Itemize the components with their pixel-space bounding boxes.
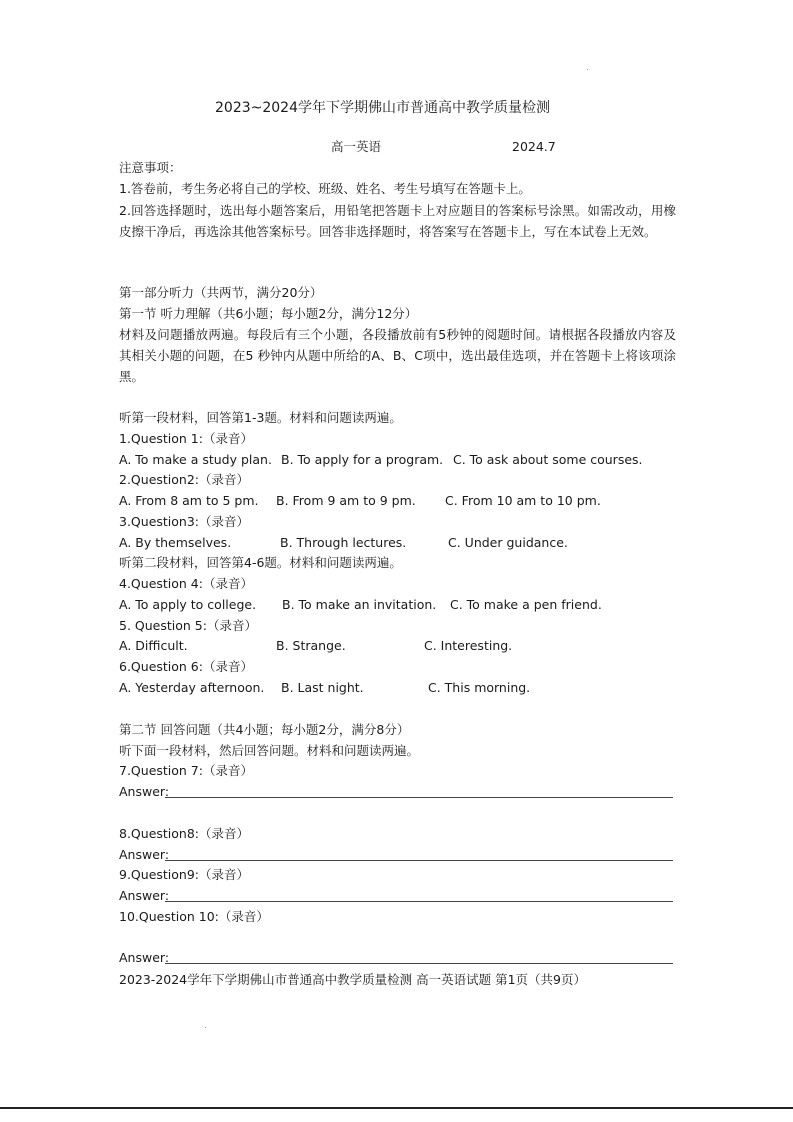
section1-instructions: 材料及问题播放两遍。每段后有三个小题，各段播放前有5秒钟的阅题时间。请根据各段播放内容及其相关小题的问题，在5 秒钟内从题中所给的A、B、C项中，选出最佳选项，并在答题卡上将该项涂黑。 [119,327,676,384]
q5-option-c: C. Interesting. [424,638,513,653]
question-7: 7.Question 7:（录音） [119,763,253,778]
part1-heading: 第一部分听力（共两节，满分20分） [119,285,323,300]
question-5: 5. Question 5:（录音） [119,618,257,633]
q4-option-a: A. To apply to college. [119,597,257,612]
q3-option-a: A. By themselves. [119,535,232,550]
q4-option-c: C. To make a pen friend. [450,597,602,612]
scan-dot [205,1027,206,1028]
notice-item-1: 1.答卷前，考生务必将自己的学校、班级、姓名、考生号填写在答题卡上。 [119,181,531,196]
q2-option-c: C. From 10 am to 10 pm. [445,493,601,508]
segment1-intro: 听第一段材料，回答第1-3题。材料和问题读两遍。 [119,410,402,425]
answer-label-10: Answer: [119,950,170,965]
q5-option-a: A. Difficult. [119,638,188,653]
q2-option-b: B. From 9 am to 9 pm. [276,493,416,508]
answer-line-7 [165,797,673,798]
q1-option-b: B. To apply for a program. [281,452,444,467]
question-1: 1.Question 1:（录音） [119,431,253,446]
section1-heading: 第一节 听力理解（共6小题；每小题2分，满分12分） [119,306,418,321]
answer-label-9: Answer: [119,888,170,903]
q6-option-b: B. Last night. [281,680,364,695]
answer-label-8: Answer: [119,847,170,862]
q5-option-b: B. Strange. [276,638,346,653]
q3-option-b: B. Through lectures. [280,535,407,550]
question-8: 8.Question8:（录音） [119,826,249,841]
answer-line-9 [165,901,673,902]
scan-dot [587,69,588,70]
subject-label: 高一英语 [331,139,382,154]
question-4: 4.Question 4:（录音） [119,576,253,591]
notice-item-2: 2.回答选择题时，选出每小题答案后，用铅笔把答题卡上对应题目的答案标号涂黑。如需改动，用橡皮擦干净后，再选涂其他答案标号。回答非选择题时，将答案写在答题卡上，写在本试卷上无效。 [119,203,676,239]
question-9: 9.Question9:（录音） [119,867,249,882]
question-3: 3.Question3:（录音） [119,514,249,529]
question-2: 2.Question2:（录音） [119,472,249,487]
q1-option-a: A. To make a study plan. [119,452,272,467]
segment2-intro: 听第二段材料，回答第4-6题。材料和问题读两遍。 [119,555,402,570]
q6-option-c: C. This morning. [428,680,531,695]
answer-line-8 [165,860,673,861]
q1-option-c: C. To ask about some courses. [453,452,643,467]
answer-line-10 [165,963,673,964]
exam-title: 2023~2024学年下学期佛山市普通高中教学质量检测 [215,100,550,116]
q4-option-b: B. To make an invitation. [282,597,437,612]
q6-option-a: A. Yesterday afternoon. [119,680,265,695]
section2-intro: 听下面一段材料，然后回答问题。材料和问题读两遍。 [119,743,420,758]
q2-option-a: A. From 8 am to 5 pm. [119,493,259,508]
question-10: 10.Question 10:（录音） [119,909,269,924]
notice-heading: 注意事项： [119,160,182,175]
section2-heading: 第二节 回答问题（共4小题；每小题2分，满分8分） [119,722,410,737]
exam-date: 2024.7 [512,139,556,154]
question-6: 6.Question 6:（录音） [119,659,253,674]
bottom-border [0,1107,793,1109]
answer-label-7: Answer: [119,784,170,799]
page-footer: 2023-2024学年下学期佛山市普通高中教学质量检测 高一英语试题 第1页（共9页） [119,972,586,987]
q3-option-c: C. Under guidance. [448,535,568,550]
